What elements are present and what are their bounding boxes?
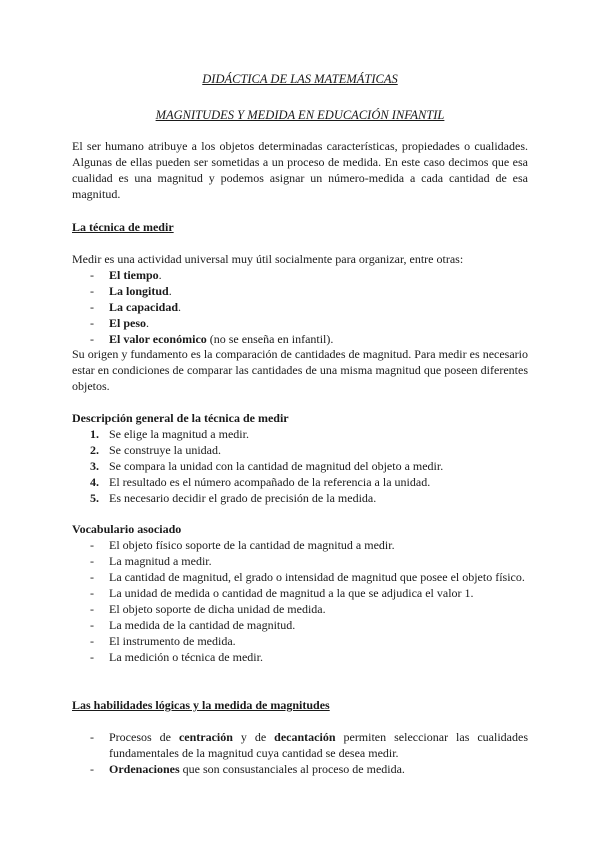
document-subtitle: MAGNITUDES Y MEDIDA EN EDUCACIÓN INFANTIL — [155, 108, 445, 122]
step-text: Se elige la magnitud a medir. — [109, 427, 249, 441]
list-marker: - — [90, 762, 94, 776]
list-item — [72, 617, 528, 633]
list-item — [72, 553, 528, 569]
item-text: El instrumento de medida. — [109, 634, 236, 648]
list-item — [72, 315, 528, 331]
item-rest: . — [158, 268, 162, 282]
list-marker: - — [90, 332, 94, 346]
step-number: 3. — [90, 459, 99, 473]
item-text: El objeto físico soporte de la cantidad de magnitud a medir. — [109, 538, 395, 552]
item-text: La medición o técnica de medir. — [109, 650, 263, 664]
list-item — [72, 299, 528, 315]
list-marker: - — [90, 618, 94, 632]
item-text: Procesos de — [109, 730, 179, 744]
list-item — [72, 601, 528, 617]
intro-paragraph: El ser humano atribuye a los objetos determinadas características, propiedades o cualidades. Algunas de ellas pueden ser sometidas a un proceso de medida. En este caso decimos que esa cualidad es una magnitud y podemos asignar un número-medida a cada cantidad de esa magnitud. — [72, 139, 528, 201]
list-item — [72, 649, 528, 665]
list-marker: - — [90, 634, 94, 648]
list-item — [72, 442, 528, 458]
step-text: Se compara la unidad con la cantidad de magnitud del objeto a medir. — [109, 459, 444, 473]
list-marker: - — [90, 538, 94, 552]
item-text: La medida de la cantidad de magnitud. — [109, 618, 296, 632]
section-heading-descripcion: Descripción general de la técnica de medir — [72, 411, 289, 425]
item-bold: centración — [178, 730, 233, 744]
step-number: 4. — [90, 475, 99, 489]
habilidades-list — [72, 729, 528, 777]
list-marker: - — [90, 602, 94, 616]
step-number: 1. — [90, 427, 99, 441]
magnitudes-list — [72, 267, 528, 347]
list-marker: - — [90, 586, 94, 600]
item-bold: decantación — [274, 730, 336, 744]
item-text: permiten seleccionar las cualidades fundamentales de la magnitud cuya cantidad se desea medir. — [109, 730, 528, 760]
section-heading-vocabulario: Vocabulario asociado — [72, 522, 182, 536]
section-heading-tecnica: La técnica de medir — [72, 220, 174, 234]
vocabulary-list — [72, 537, 528, 665]
item-bold: Ordenaciones — [109, 762, 180, 776]
item-bold: La capacidad — [109, 300, 179, 314]
list-marker: - — [90, 284, 94, 298]
item-text: y de — [232, 730, 275, 744]
step-number: 2. — [90, 443, 99, 457]
list-item — [72, 729, 528, 761]
steps-list — [72, 426, 528, 506]
list-marker: - — [90, 570, 94, 584]
list-marker: - — [90, 300, 94, 314]
item-bold: El tiempo — [109, 268, 159, 282]
item-text: La unidad de medida o cantidad de magnitud a la que se adjudica el valor 1. — [109, 586, 474, 600]
list-item — [72, 490, 528, 506]
list-item — [72, 331, 528, 347]
list-item — [72, 633, 528, 649]
list-item — [72, 761, 528, 777]
step-text: El resultado es el número acompañado de la referencia a la unidad. — [109, 475, 431, 489]
step-number: 5. — [90, 491, 99, 505]
item-bold: La longitud — [109, 284, 169, 298]
item-text: La magnitud a medir. — [109, 554, 212, 568]
list-marker: - — [90, 554, 94, 568]
list-item — [72, 283, 528, 299]
section1-closing: Su origen y fundamento es la comparación de cantidades de magnitud. Para medir es necesario estar en condiciones de comparar las cantidades de una misma magnitud que poseen diferentes objetos. — [72, 347, 528, 393]
item-bold: El peso — [109, 316, 147, 330]
item-text: La cantidad de magnitud, el grado o intensidad de magnitud que posee el objeto físico. — [109, 570, 525, 584]
list-item — [72, 458, 528, 474]
document-title: DIDÁCTICA DE LAS MATEMÁTICAS — [202, 72, 398, 86]
item-rest: (no se enseña en infantil). — [206, 332, 334, 346]
step-text: Se construye la unidad. — [109, 443, 221, 457]
list-item — [72, 426, 528, 442]
list-item — [72, 537, 528, 553]
step-text: Es necesario decidir el grado de precisión de la medida. — [109, 491, 377, 505]
item-rest: . — [146, 316, 150, 330]
list-item — [72, 267, 528, 283]
list-marker: - — [90, 268, 94, 282]
item-rest: que son consustanciales al proceso de medida. — [179, 762, 405, 776]
item-bold: El valor económico — [109, 332, 207, 346]
item-rest: . — [168, 284, 172, 298]
list-item — [72, 474, 528, 490]
list-marker: - — [90, 730, 94, 744]
section-heading-habilidades: Las habilidades lógicas y la medida de magnitudes — [72, 698, 330, 712]
section1-lead: Medir es una actividad universal muy útil socialmente para organizar, entre otras: — [72, 252, 464, 266]
list-item — [72, 585, 528, 601]
item-text: El objeto soporte de dicha unidad de medida. — [109, 602, 326, 616]
list-marker: - — [90, 316, 94, 330]
item-rest: . — [178, 300, 182, 314]
list-marker: - — [90, 650, 94, 664]
list-item — [72, 569, 528, 585]
